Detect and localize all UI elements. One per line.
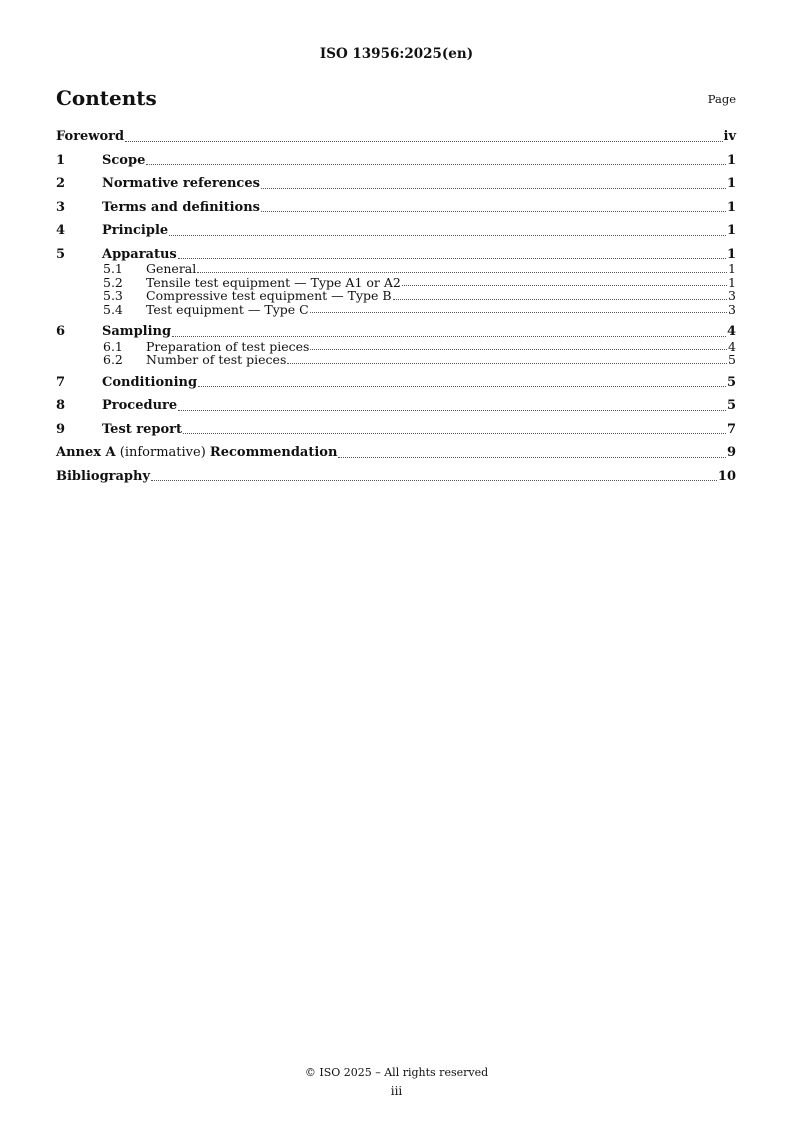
dot-leader <box>402 284 727 286</box>
toc-subentry-number: 5.2 <box>103 274 123 290</box>
dot-leader <box>393 298 727 300</box>
toc-subentry-page: 5 <box>728 352 736 367</box>
toc-entry-bibliography[interactable] <box>56 469 736 485</box>
toc-entry-number: 5 <box>56 246 66 262</box>
toc-entry-page: iv <box>723 129 736 144</box>
toc-subentry-label: Tensile test equipment — Type A1 or A2 <box>146 274 401 290</box>
footer-page-number: iii <box>390 1084 403 1098</box>
contents-title: Contents <box>56 86 157 110</box>
toc-entry-apparatus[interactable] <box>56 247 736 263</box>
toc-entry-label: Sampling <box>102 324 172 339</box>
dot-leader <box>178 257 726 259</box>
dot-leader <box>183 432 726 434</box>
toc-subentry-label: Preparation of test pieces <box>146 338 310 354</box>
toc-entry-number: 6 <box>56 324 66 339</box>
toc-subentry-label: Compressive test equipment — Type B <box>146 288 392 303</box>
toc-entry-number: 2 <box>56 176 66 191</box>
table-of-contents <box>56 129 736 484</box>
toc-subentry-tensile-test-equipment[interactable] <box>56 276 736 290</box>
dot-leader <box>125 140 722 142</box>
toc-entry-principle[interactable] <box>56 223 736 239</box>
toc-subentry-number-of-test-pieces[interactable] <box>56 353 736 367</box>
toc-subentry-label: Number of test pieces <box>146 352 287 367</box>
toc-entry-number: 8 <box>56 398 66 413</box>
toc-entry-test-report[interactable] <box>56 422 736 438</box>
toc-subentry-page: 4 <box>728 338 736 354</box>
dot-leader <box>287 362 727 364</box>
toc-entry-terms-and-definitions[interactable] <box>56 200 736 216</box>
dot-leader <box>151 479 717 481</box>
toc-entry-label: Test report <box>102 421 183 437</box>
toc-subentry-label: General <box>146 261 197 276</box>
toc-entry-number: 7 <box>56 374 66 390</box>
toc-entry-page: 7 <box>726 421 736 437</box>
toc-subentry-general[interactable] <box>56 262 736 276</box>
dot-leader <box>310 311 727 313</box>
toc-subentry-page: 3 <box>728 288 736 303</box>
dot-leader <box>338 456 726 458</box>
toc-entry-foreword[interactable] <box>56 129 736 145</box>
toc-entry-label: Normative references <box>102 176 260 191</box>
dot-leader <box>178 409 726 411</box>
toc-entry-page: 1 <box>726 246 736 262</box>
toc-subentry-label: Test equipment — Type C <box>146 301 309 317</box>
toc-entry-page: 5 <box>726 398 736 413</box>
toc-subentry-number: 5.4 <box>103 301 123 317</box>
dot-leader <box>169 234 726 236</box>
toc-entry-label <box>56 445 337 461</box>
dot-leader <box>261 187 726 189</box>
document-id: ISO 13956:2025(en) <box>319 46 474 62</box>
toc-entry-page: 1 <box>726 176 736 191</box>
toc-entry-page: 5 <box>726 374 736 390</box>
toc-subentry-number: 6.2 <box>103 352 123 367</box>
toc-entry-page: 1 <box>726 223 736 238</box>
toc-entry-label: Apparatus <box>102 246 177 262</box>
toc-subentry-number: 5.3 <box>103 288 123 303</box>
toc-subentry-page: 1 <box>728 274 736 290</box>
toc-entry-label: Procedure <box>102 398 178 413</box>
toc-subentry-test-equipment-type-c[interactable] <box>56 303 736 317</box>
toc-entry-label: Principle <box>102 223 169 238</box>
toc-entry-label: Conditioning <box>102 374 198 390</box>
toc-entry-number: 4 <box>56 223 66 238</box>
toc-entry-page: 4 <box>726 324 736 339</box>
toc-entry-label: Bibliography <box>56 468 151 484</box>
dot-leader <box>261 210 726 212</box>
toc-entry-page: 1 <box>726 152 736 168</box>
annex-qualifier: (informative) <box>115 445 210 460</box>
toc-entry-number: 1 <box>56 152 66 168</box>
toc-entry-label: Scope <box>102 152 146 168</box>
toc-subentry-preparation-of-test-pieces[interactable] <box>56 340 736 354</box>
toc-entry-label: Foreword <box>56 129 125 144</box>
toc-entry-sampling[interactable] <box>56 324 736 340</box>
dot-leader <box>172 335 726 337</box>
toc-entry-scope[interactable] <box>56 153 736 169</box>
annex-prefix: Annex A <box>56 445 116 460</box>
toc-subentry-compressive-test-equipment[interactable] <box>56 289 736 303</box>
toc-entry-procedure[interactable] <box>56 398 736 414</box>
toc-entry-annex-a[interactable] <box>56 445 736 461</box>
toc-entry-page: 1 <box>726 199 736 215</box>
toc-entry-normative-references[interactable] <box>56 176 736 192</box>
dot-leader <box>198 385 726 387</box>
toc-entry-number: 3 <box>56 199 66 215</box>
toc-subentry-page: 1 <box>728 261 736 276</box>
toc-entry-page: 9 <box>726 445 736 460</box>
toc-entry-page: 10 <box>717 468 736 484</box>
toc-entry-number: 9 <box>56 421 66 437</box>
toc-entry-conditioning[interactable] <box>56 375 736 391</box>
dot-leader <box>310 348 727 350</box>
toc-subentry-number: 5.1 <box>103 261 123 276</box>
toc-subentry-number: 6.1 <box>103 338 123 354</box>
dot-leader <box>197 271 727 273</box>
toc-entry-label: Terms and definitions <box>102 199 260 215</box>
dot-leader <box>146 163 726 165</box>
toc-subentry-page: 3 <box>728 301 736 317</box>
page-column-label: Page <box>707 92 736 106</box>
annex-title: Recommendation <box>209 445 338 460</box>
footer-copyright: © ISO 2025 – All rights reserved <box>304 1066 489 1079</box>
